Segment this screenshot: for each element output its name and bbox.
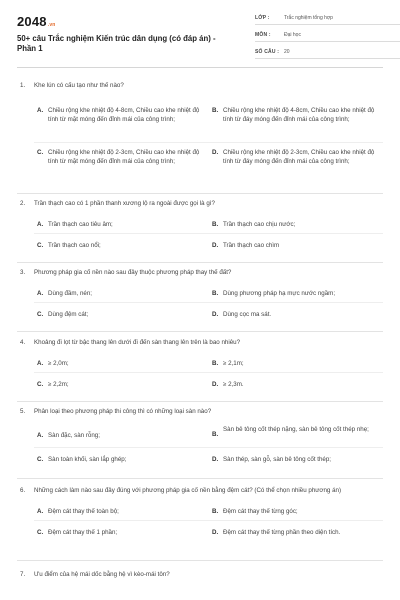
question-item [17, 486, 383, 542]
option-d[interactable] [209, 380, 383, 389]
option-letter: B. [212, 360, 219, 367]
option-d[interactable] [209, 241, 383, 250]
option-letter: A. [37, 432, 44, 439]
option-text: Trần thạch cao nổi; [48, 242, 101, 249]
option-text: Chiều rộng khe nhiệt độ 4-8cm, Chiều cao khe nhiệt độ tính từ đáy móng đến đỉnh mái của công trình; [223, 107, 375, 123]
option-a[interactable] [34, 507, 209, 516]
option-divider [34, 447, 383, 448]
question-number: 7. [20, 571, 26, 578]
meta-value: 20 [284, 49, 290, 55]
question-item [17, 338, 383, 394]
option-b[interactable] [209, 359, 383, 368]
question-line [17, 199, 383, 208]
option-text: Chiều rộng khe nhiệt độ 2-3cm, Chiều cao khe nhiệt độ tính từ đáy móng đến đỉnh mái của công trình; [223, 149, 375, 165]
option-letter: B. [212, 290, 219, 297]
question-divider [17, 401, 383, 402]
option-text: Trần thạch cao chịu nước; [223, 221, 296, 228]
option-letter: A. [37, 107, 44, 114]
question-text: Những cách làm nào sau đây đúng với phương pháp gia cố nền bằng đệm cát? (Có thể chọn nhiều phương án) [34, 487, 342, 494]
question-divider [17, 262, 383, 263]
question-text: Khe lún có cấu tạo như thế nào? [34, 82, 124, 89]
option-a[interactable] [34, 220, 209, 229]
question-item [17, 570, 383, 579]
option-text: ≥ 2,3m. [223, 381, 244, 388]
options-grid [17, 354, 383, 394]
option-text: Dùng đệm cát; [48, 311, 89, 318]
option-letter: A. [37, 221, 44, 228]
option-letter: B. [212, 508, 219, 515]
option-c[interactable] [34, 310, 209, 319]
option-text: Chiều rộng khe nhiệt độ 2-3cm, Chiều cao khe nhiệt độ tính từ mặt móng đến đỉnh mái của công trình; [48, 149, 200, 165]
question-number: 1. [20, 82, 26, 89]
question-number: 2. [20, 200, 26, 207]
option-letter: A. [37, 508, 44, 515]
question-text: Trần thạch cao có 1 phần thanh xương lộ ra ngoài được gọi là gì? [34, 200, 215, 207]
option-letter: C. [37, 456, 44, 463]
option-letter: D. [212, 149, 219, 156]
document-header [17, 0, 383, 68]
question-item [17, 407, 383, 471]
option-divider [34, 302, 383, 303]
option-a[interactable] [34, 431, 209, 440]
option-letter: C. [37, 242, 44, 249]
question-number: 4. [20, 339, 26, 346]
document-title: 50+ câu Trắc nghiệm Kiến trúc dân dụng (có đáp án) - Phần 1 [17, 34, 216, 53]
meta-row-subject [255, 29, 400, 42]
site-logo[interactable] [17, 14, 56, 29]
option-c[interactable] [34, 241, 209, 250]
option-text: Trần thạch cao tiêu âm; [48, 221, 113, 228]
option-c[interactable] [34, 528, 209, 537]
option-b[interactable] [209, 289, 383, 298]
option-text: Đệm cát thay thế 1 phần; [48, 529, 118, 536]
option-b[interactable] [209, 425, 383, 439]
question-line [17, 570, 383, 579]
question-text: Ưu điểm của hệ mái dốc bằng hệ vì kèo-mái tôn? [34, 571, 170, 578]
option-letter: B. [212, 107, 219, 114]
question-line [17, 407, 383, 416]
option-letter: D. [212, 529, 219, 536]
option-text: Dùng cọc ma sát. [223, 311, 272, 318]
question-number: 5. [20, 408, 26, 415]
option-text: Đệm cát thay thế toàn bộ; [48, 508, 119, 515]
option-letter: D. [212, 456, 219, 463]
meta-label: SỐ CÂU : [255, 49, 280, 55]
option-a[interactable] [34, 106, 209, 124]
option-text: Chiều rộng khe nhiệt độ 4-8cm, Chiều cao khe nhiệt độ tính từ mặt móng đến đỉnh mái của công trình; [48, 107, 200, 123]
question-divider [17, 331, 383, 332]
meta-label: LỚP : [255, 15, 270, 21]
question-text: Khoảng đi lọt từ bậc thang lên dưới đi đến sàn thang lên trên là bao nhiêu? [34, 339, 241, 346]
option-a[interactable] [34, 359, 209, 368]
option-letter: D. [212, 311, 219, 318]
option-a[interactable] [34, 289, 209, 298]
option-b[interactable] [209, 220, 383, 229]
option-letter: A. [37, 360, 44, 367]
option-c[interactable] [34, 455, 209, 464]
meta-value: Đại học [284, 32, 301, 38]
option-letter: D. [212, 381, 219, 388]
option-letter: C. [37, 381, 44, 388]
option-text: Dùng phương pháp hạ mực nước ngầm; [223, 290, 336, 297]
meta-row-count [255, 46, 400, 59]
question-number: 3. [20, 269, 26, 276]
option-c[interactable] [34, 148, 209, 166]
option-letter: D. [212, 242, 219, 249]
option-c[interactable] [34, 380, 209, 389]
option-text: Sàn thép, sàn gỗ, sàn bê tông cốt thép; [223, 456, 332, 463]
option-text: Đệm cát thay thế từng góc; [223, 508, 298, 515]
question-line [17, 338, 383, 347]
option-d[interactable] [209, 310, 383, 319]
option-text: Đệm cát thay thế từng phần theo diện tích. [223, 529, 341, 536]
question-item [17, 81, 383, 179]
option-divider [34, 520, 383, 521]
question-text: Phân loại theo phương pháp thi công thì có những loại sàn nào? [34, 408, 212, 415]
options-grid [17, 97, 383, 179]
option-d[interactable] [209, 455, 383, 464]
option-text: Sàn toàn khối, sàn lắp ghép; [48, 456, 127, 463]
option-text: ≥ 2,0m; [48, 360, 69, 367]
options-grid [17, 423, 383, 471]
option-letter: B. [212, 221, 219, 228]
meta-row-class [255, 12, 400, 25]
option-divider [34, 142, 383, 143]
question-divider [17, 478, 383, 479]
question-text: Phương pháp gia cố nền nào sau đây thuộc phương pháp thay thế đất? [34, 269, 232, 276]
option-letter: C. [37, 149, 44, 156]
option-d[interactable] [209, 528, 383, 537]
question-item [17, 268, 383, 324]
option-letter: C. [37, 529, 44, 536]
option-b[interactable] [209, 106, 383, 124]
question-divider [17, 560, 383, 561]
question-item [17, 199, 383, 255]
meta-value: Trắc nghiệm tổng hợp [284, 15, 333, 21]
question-line [17, 268, 383, 277]
option-divider [34, 233, 383, 234]
logo-suffix-text: .vn [47, 22, 56, 28]
option-letter: C. [37, 311, 44, 318]
logo-main-text: 2048 [17, 14, 47, 29]
options-grid [17, 502, 383, 542]
option-text: Dùng đầm, nén; [48, 290, 93, 297]
option-divider [34, 372, 383, 373]
option-text: ≥ 2,1m; [223, 360, 244, 367]
options-grid [17, 284, 383, 324]
question-line [17, 486, 383, 495]
meta-label: MÔN : [255, 32, 271, 38]
question-number: 6. [20, 487, 26, 494]
document-meta [255, 12, 400, 63]
option-text: ≥ 2,2m; [48, 381, 69, 388]
option-b[interactable] [209, 507, 383, 516]
option-text: Sàn bê tông cốt thép nặng, sàn bê tông cốt thép nhẹ; [223, 426, 369, 433]
option-text: Sàn đặc, sàn rỗng; [48, 432, 100, 439]
question-line [17, 81, 383, 90]
option-letter: A. [37, 290, 44, 297]
option-text: Trần thạch cao chìm [223, 242, 280, 249]
options-grid [17, 215, 383, 255]
option-letter: B. [212, 431, 219, 438]
option-d[interactable] [209, 148, 383, 166]
question-divider [17, 193, 383, 194]
